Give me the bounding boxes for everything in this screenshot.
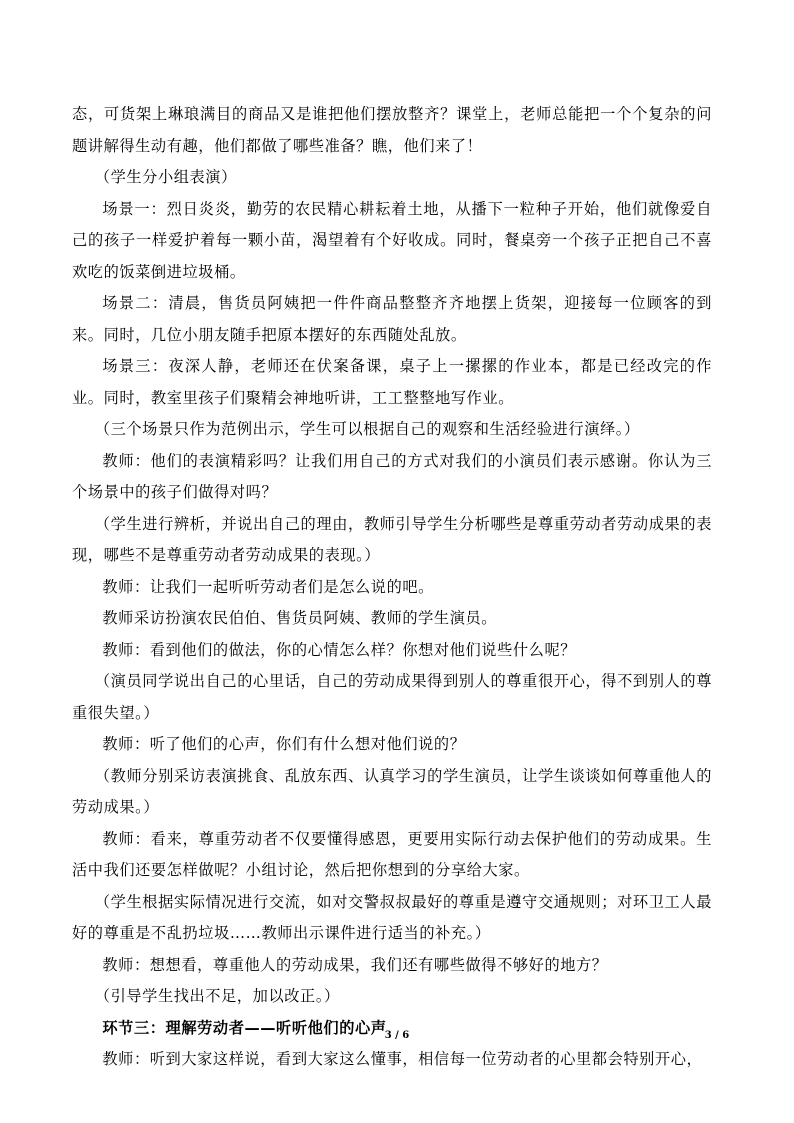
paragraph-scene-three: 场景三：夜深人静，老师还在伏案备课，桌子上一摞摞的作业本，都是已经改完的作业。同时，教室里孩子们聚精会神地听讲，工工整整地写作业。 <box>72 357 712 407</box>
document-body <box>72 99 712 1076</box>
paragraph-note-interview: （教师分别采访表演挑食、乱放东西、认真学习的学生演员，让学生谈谈如何尊重他人的劳动成果。） <box>72 766 712 816</box>
paragraph-note-scenes: （三个场景只作为范例出示，学生可以根据自己的观察和生活经验进行演绎。） <box>94 420 640 438</box>
paragraph-scene-two: 场景二：清晨，售货员阿姨把一件件商品整整齐齐地摆上货架，迎接每一位顾客的到来。同时，几位小朋友随手把原本摆好的东西随处乱放。 <box>72 294 712 344</box>
paragraph-note-actors: （演员同学说出自己的心里话，自己的劳动成果得到别人的尊重很开心，得不到别人的尊重很失望。） <box>72 672 712 722</box>
paragraph-teacher-question: 教师：他们的表演精彩吗？让我们用自己的方式对我们的小演员们表示感谢。你认为三个场景中的孩子们做得对吗？ <box>72 451 712 501</box>
paragraph-note-exchange: （学生根据实际情况进行交流，如对交警叔叔最好的尊重是遵守交通规则；对环卫工人最好的尊重是不乱扔垃圾……教师出示课件进行适当的补充。） <box>72 892 712 942</box>
paragraph-teacher-feeling: 教师：看到他们的做法，你的心情怎么样？你想对他们说些什么呢？ <box>102 640 577 659</box>
paragraph-continuation: 态，可货架上琳琅满目的商品又是谁把他们摆放整齐？课堂上，老师总能把一个个复杂的问题讲解得生动有趣，他们都做了哪些准备？瞧，他们来了！ <box>72 105 712 155</box>
page-number: 3 / 6 <box>384 1030 410 1041</box>
paragraph-note-discussion: （学生进行辨析，并说出自己的理由，教师引导学生分析哪些是尊重劳动者劳动成果的表现，哪些不是尊重劳动者劳动成果的表现。） <box>72 514 712 564</box>
paragraph-teacher-voice: 教师：听了他们的心声，你们有什么想对他们说的？ <box>102 735 466 753</box>
paragraph-teacher-interview: 教师采访扮演农民伯伯、售货员阿姨、教师的学生演员。 <box>102 609 498 627</box>
paragraph-teacher-closing: 教师：听到大家这样说，看到大家这么懂事，相信每一位劳动者的心里都会特别开心， <box>102 1050 703 1068</box>
paragraph-teacher-listen: 教师：让我们一起听听劳动者们是怎么说的吧。 <box>102 577 434 596</box>
paragraph-note-correct: （引导学生找出不足，加以改正。） <box>94 987 340 1005</box>
paragraph-teacher-respect: 教师：看来，尊重劳动者不仅要懂得感恩，更要用实际行动去保护他们的劳动成果。生活中我们还要怎样做呢？小组讨论，然后把你想到的分享给大家。 <box>72 829 712 879</box>
paragraph-teacher-reflect: 教师：想想看，尊重他人的劳动成果，我们还有哪些做得不够好的地方？ <box>102 955 608 974</box>
paragraph-scene-one: 场景一：烈日炎炎，勤劳的农民精心耕耘着土地，从播下一粒种子开始，他们就像爱自己的孩子一样爱护着每一颗小苗，渴望着有个好收成。同时，餐桌旁一个孩子正把自己不喜欢吃的饭菜倒进垃圾桶。 <box>72 199 712 281</box>
section-heading: 环节三：理解劳动者——听听他们的心声 <box>102 1018 387 1037</box>
paragraph-note-group-performance: （学生分小组表演） <box>94 168 237 186</box>
